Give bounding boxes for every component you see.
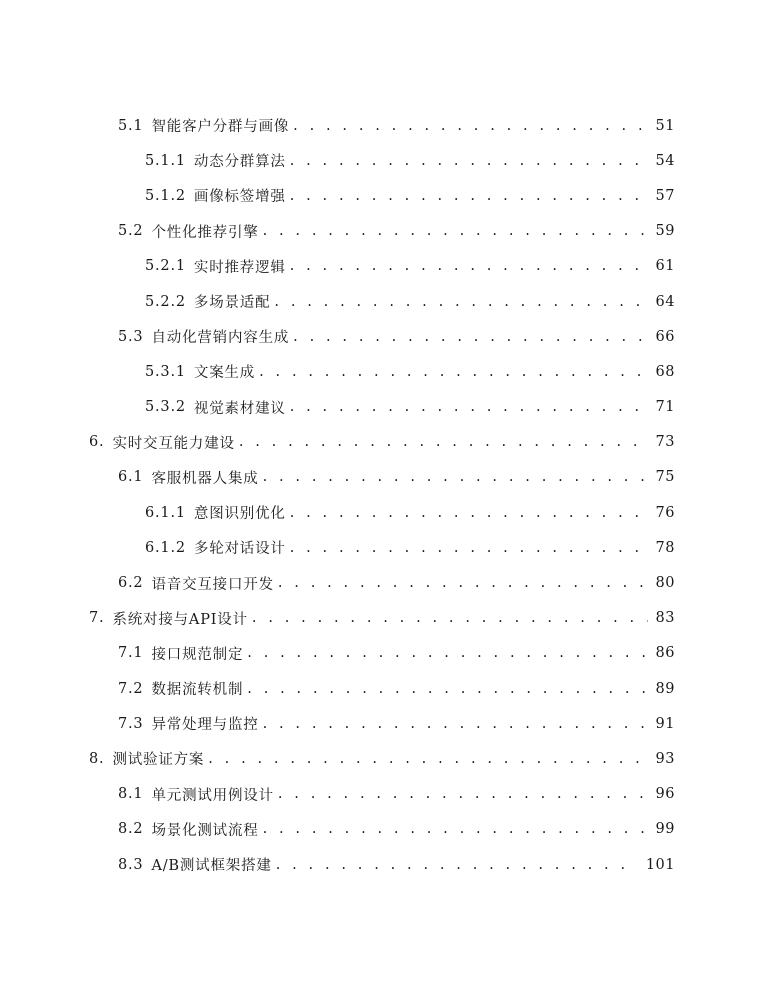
toc-dot-leader <box>263 821 648 837</box>
table-of-contents <box>0 108 765 882</box>
toc-entry-number: 7.1 <box>118 645 144 662</box>
toc-dot-leader <box>290 153 648 169</box>
toc-entry-number: 5.2 <box>118 223 144 240</box>
toc-entry[interactable] <box>0 249 765 284</box>
toc-entry-title: 画像标签增强 <box>193 189 286 206</box>
toc-entry-number: 5.2.2 <box>145 293 186 310</box>
toc-entry-page: 54 <box>655 152 675 169</box>
toc-entry-number: 5.3.2 <box>145 399 186 416</box>
toc-dot-leader <box>278 575 648 591</box>
toc-entry-number: 5.2.1 <box>145 258 186 275</box>
toc-entry-number: 8. <box>89 750 105 767</box>
toc-entry[interactable] <box>0 495 765 530</box>
toc-entry[interactable] <box>0 460 765 495</box>
toc-entry-page: 59 <box>655 223 675 240</box>
toc-dot-leader <box>263 469 648 485</box>
toc-entry-page: 68 <box>655 363 675 380</box>
toc-dot-leader <box>290 258 648 274</box>
toc-entry-title: 系统对接与API设计 <box>112 611 248 628</box>
toc-entry[interactable] <box>0 671 765 706</box>
toc-entry-page: 86 <box>655 645 675 662</box>
toc-dot-leader <box>263 223 648 239</box>
toc-entry-number: 5.3 <box>118 328 144 345</box>
toc-entry-title: 测试验证方案 <box>112 752 205 769</box>
toc-entry-number: 6.1.2 <box>145 539 186 556</box>
toc-entry[interactable] <box>0 214 765 249</box>
toc-entry-number: 6.2 <box>118 575 144 592</box>
toc-dot-leader <box>276 857 638 873</box>
toc-entry[interactable] <box>0 354 765 389</box>
toc-dot-leader <box>290 505 648 521</box>
toc-entry-number: 7.2 <box>118 680 144 697</box>
toc-dot-leader <box>290 540 648 556</box>
toc-entry[interactable] <box>0 143 765 178</box>
toc-dot-leader <box>293 329 647 345</box>
toc-entry-page: 75 <box>655 469 675 486</box>
toc-entry-page: 64 <box>655 293 675 310</box>
toc-entry-number: 5.1.2 <box>145 187 186 204</box>
toc-entry-number: 5.1 <box>118 117 144 134</box>
toc-entry[interactable] <box>0 390 765 425</box>
toc-dot-leader <box>247 681 647 697</box>
toc-entry-title: 接口规范制定 <box>151 646 244 663</box>
toc-entry-title: 自动化营销内容生成 <box>151 330 290 347</box>
toc-entry-number: 6.1.1 <box>145 504 186 521</box>
toc-entry-page: 66 <box>655 328 675 345</box>
toc-entry-title: 动态分群算法 <box>193 154 286 171</box>
toc-entry-title: 实时交互能力建设 <box>112 435 235 452</box>
toc-dot-leader <box>252 610 648 626</box>
toc-entry[interactable] <box>0 777 765 812</box>
toc-dot-leader <box>208 751 647 767</box>
toc-entry-title: 客服机器人集成 <box>151 470 259 487</box>
toc-entry-page: 83 <box>655 610 675 627</box>
toc-entry[interactable] <box>0 741 765 776</box>
toc-dot-leader <box>278 786 648 802</box>
toc-entry[interactable] <box>0 601 765 636</box>
toc-entry-number: 6. <box>89 434 105 451</box>
toc-entry-number: 6.1 <box>118 469 144 486</box>
toc-dot-leader <box>290 188 648 204</box>
toc-entry[interactable] <box>0 425 765 460</box>
toc-entry-number: 5.3.1 <box>145 363 186 380</box>
toc-entry-title: 多轮对话设计 <box>193 541 286 558</box>
toc-dot-leader <box>263 716 648 732</box>
toc-entry-page: 99 <box>655 821 675 838</box>
toc-entry-number: 8.3 <box>118 856 144 873</box>
toc-entry-title: 个性化推荐引擎 <box>151 224 259 241</box>
toc-dot-leader <box>293 118 647 134</box>
toc-entry-page: 93 <box>655 750 675 767</box>
toc-entry-title: 智能客户分群与画像 <box>151 119 290 136</box>
toc-entry-page: 91 <box>655 715 675 732</box>
toc-entry-title: 视觉素材建议 <box>193 400 286 417</box>
toc-entry[interactable] <box>0 847 765 882</box>
toc-entry-number: 7.3 <box>118 715 144 732</box>
toc-entry-page: 80 <box>655 575 675 592</box>
toc-entry-title: 意图识别优化 <box>193 506 286 523</box>
toc-entry[interactable] <box>0 565 765 600</box>
toc-entry-page: 71 <box>655 399 675 416</box>
toc-entry-page: 101 <box>645 856 675 873</box>
toc-entry-title: 场景化测试流程 <box>151 822 259 839</box>
toc-entry-title: 单元测试用例设计 <box>151 787 274 804</box>
toc-entry-title: 异常处理与监控 <box>151 717 259 734</box>
toc-dot-leader <box>259 364 647 380</box>
toc-entry-title: A/B测试框架搭建 <box>151 858 272 875</box>
toc-entry-title: 实时推荐逻辑 <box>193 259 286 276</box>
toc-entry-number: 5.1.1 <box>145 152 186 169</box>
toc-entry[interactable] <box>0 178 765 213</box>
toc-entry-page: 78 <box>655 539 675 556</box>
toc-entry-title: 多场景适配 <box>193 295 271 312</box>
toc-entry-number: 8.1 <box>118 786 144 803</box>
toc-entry-title: 语音交互接口开发 <box>151 576 274 593</box>
toc-entry-page: 73 <box>655 434 675 451</box>
toc-entry-page: 76 <box>655 504 675 521</box>
toc-entry-title: 文案生成 <box>193 365 256 382</box>
toc-entry[interactable] <box>0 706 765 741</box>
toc-entry[interactable] <box>0 319 765 354</box>
toc-entry-page: 61 <box>655 258 675 275</box>
toc-entry-number: 8.2 <box>118 821 144 838</box>
toc-entry-page: 96 <box>655 786 675 803</box>
toc-entry-page: 89 <box>655 680 675 697</box>
toc-entry[interactable] <box>0 108 765 143</box>
toc-entry[interactable] <box>0 812 765 847</box>
toc-entry[interactable] <box>0 284 765 319</box>
toc-entry[interactable] <box>0 530 765 565</box>
toc-entry-title: 数据流转机制 <box>151 682 244 699</box>
toc-dot-leader <box>239 434 648 450</box>
toc-dot-leader <box>274 294 647 310</box>
toc-dot-leader <box>247 645 647 661</box>
toc-entry-page: 51 <box>655 117 675 134</box>
toc-entry[interactable] <box>0 636 765 671</box>
toc-dot-leader <box>290 399 648 415</box>
toc-entry-number: 7. <box>89 610 105 627</box>
toc-entry-page: 57 <box>655 187 675 204</box>
